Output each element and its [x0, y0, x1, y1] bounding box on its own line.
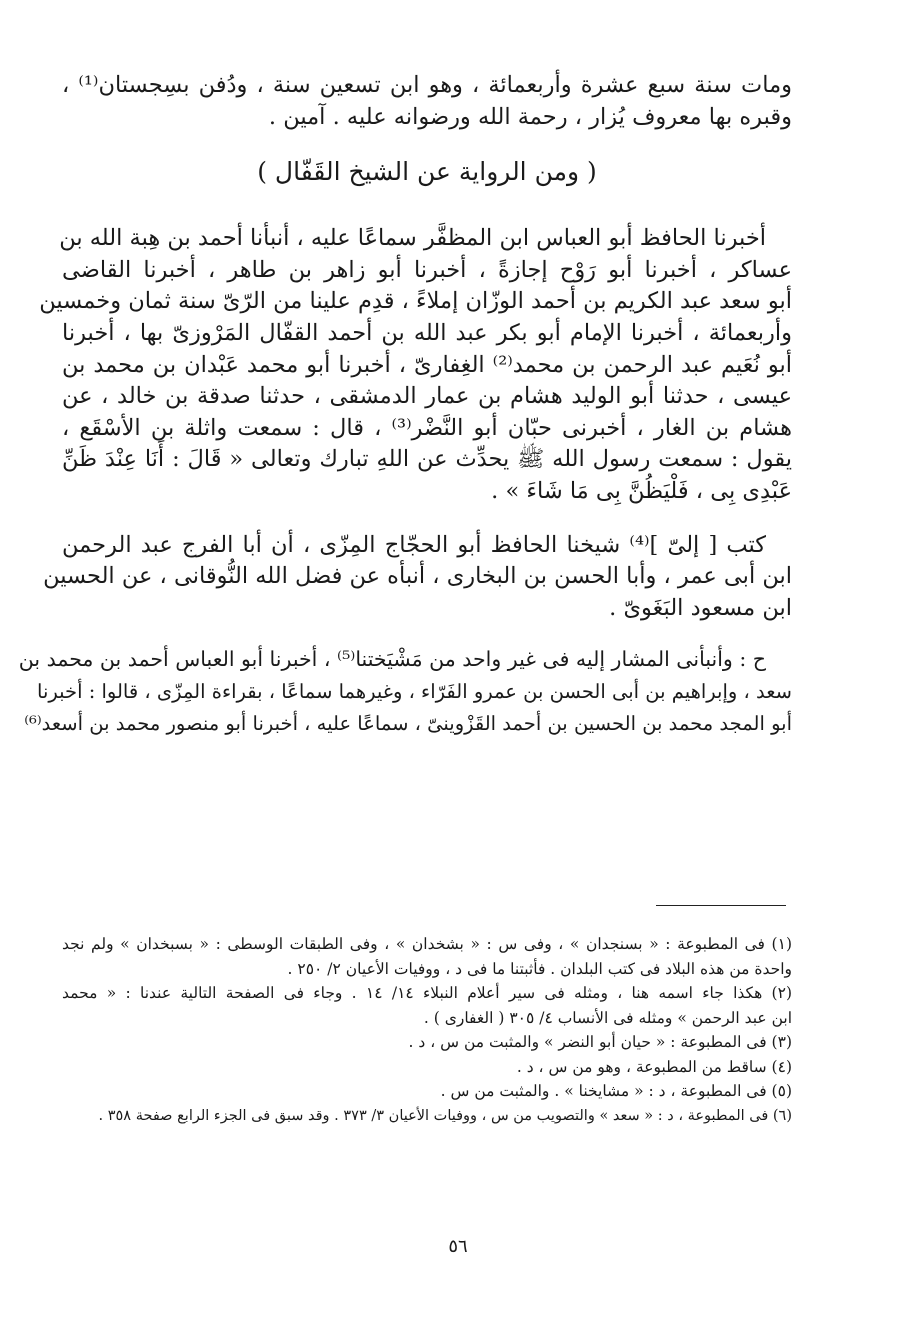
text-line: وأربعمائة ، أخبرنا الإمام أبو بكر عبد الله بن أحمد القفّال المَرْوزىّ بها ، أخبرنا [62, 319, 792, 346]
paragraph-isnad-2 [43, 530, 792, 625]
text-line: عساكر ، أخبرنا أبو رَوْح إجازةً ، أخبرنا أبو زاهر بن طاهر ، أخبرنا القاضى [62, 256, 792, 283]
footnotes [62, 932, 792, 1128]
section-heading: ( ومن الرواية عن الشيخ القَفّال ) [257, 157, 597, 187]
text-line: عَبْدِى بِى ، فَلْيَظُنَّ بِى مَا شَاءَ » . [491, 477, 792, 504]
text-line: سعد ، وإبراهيم بن أبى الحسن بن عمرو الفَرّاء ، وغيرهما سماعًا ، بقراءة المِزّى ، قالوا : أخبرنا [37, 679, 792, 703]
opening-paragraph [62, 70, 792, 133]
footnote-line: ابن عبد الرحمن » ومثله فى الأنساب ٤/ ٣٠٥ ( الغفارى ) . [423, 1008, 792, 1027]
text-line: عيسى ، حدثنا أبو الوليد هشام بن عمار الدمشقى ، حدثنا صدقة بن خالد ، عن [62, 383, 792, 410]
text-line: كتب [ إلىّ ]⁽⁴⁾ شيخنا الحافظ أبو الحجّاج المِزّى ، أن أبا الفرج عبد الرحمن [62, 531, 767, 558]
text-line: أبو سعد عبد الكريم بن أحمد الوزّان إملاءً ، قدِم علينا من الرّىّ سنة ثمان وخمسين [39, 288, 792, 315]
footnote-line: (٢) هكذا جاء اسمه هنا ، ومثله فى سير أعلام النبلاء ١٤/ ١٤ . وجاء فى الصفحة التالية عندنا : « محمد [62, 984, 792, 1002]
text-line: ومات سنة سبع عشرة وأربعمائة ، وهو ابن تسعين سنة ، ودُفن بسِجستان⁽¹⁾ ، [62, 72, 792, 98]
paragraph-isnad-1 [39, 223, 792, 507]
footnote-separator [656, 905, 786, 906]
text-line: أخبرنا الحافظ أبو العباس ابن المظفَّر سماعًا عليه ، أنبأنا أحمد بن هِبة الله بن [59, 225, 766, 252]
footnote-line: (٥) فى المطبوعة ، د : « مشايخنا » . والمثبت من س . [440, 1082, 792, 1100]
text-line: ابن أبى عمر ، وأبا الحسن بن البخارى ، أنبأه عن فضل الله النُّوقانى ، عن الحسين [43, 563, 792, 590]
text-line: وقبره بها معروف يُزار ، رحمة الله ورضوانه عليه . آمين . [268, 103, 792, 130]
text-line: يقول : سمعت رسول الله ﷺ يحدِّث عن اللهِ تبارك وتعالى « قَالَ : أَنَا عِنْدَ ظَنِّ [62, 446, 792, 473]
paragraph-isnad-3 [18, 644, 792, 739]
footnote-line: (١) فى المطبوعة : « بسنجدان » ، وفى س : « بشخدان » ، وفى الطبقات الوسطى : « بسبخدان » ولم نجد [62, 935, 792, 953]
text-line: أبو نُعَيم عبد الرحمن بن محمد⁽²⁾ الغِفارىّ ، أخبرنا أبو محمد عَبْدان بن محمد بن [62, 351, 792, 378]
footnote-line: (٦) فى المطبوعة ، د : « سعد » والتصويب من س ، ووفيات الأعيان ٣/ ٣٧٣ . وقد سبق فى الجزء الرابع صفحة ٣٥٨ . [98, 1107, 792, 1124]
text-line: أبو المجد محمد بن الحسين بن أحمد القَزْوينىّ ، سماعًا عليه ، أخبرنا أبو منصور محمد بن أسعد⁽⁶⁾ [24, 711, 792, 735]
footnote-line: (٣) فى المطبوعة : « حيان أبو النضر » والمثبت من س ، د . [408, 1033, 792, 1051]
text-line: ابن مسعود البَغَوىّ . [609, 594, 792, 621]
main-text [18, 70, 792, 739]
footnote-line: واحدة من هذه البلاد فى كتب البلدان . فأثبتنا ما فى د ، ووفيات الأعيان ٢/ ٢٥٠ . [287, 959, 792, 978]
page-number: ٥٦ [448, 1236, 468, 1257]
text-line: ح : وأنبأنى المشار إليه فى غير واحد من مَشْيَختنا⁽⁵⁾ ، أخبرنا أبو العباس أحمد بن محمد بن [18, 647, 766, 672]
text-line: هشام بن الغار ، أخبرنى حبّان أبو النَّضْر⁽³⁾ ، قال : سمعت واثلة بن الأسْقَع ، [62, 414, 792, 441]
footnote-line: (٤) ساقط من المطبوعة ، وهو من س ، د . [516, 1057, 792, 1076]
